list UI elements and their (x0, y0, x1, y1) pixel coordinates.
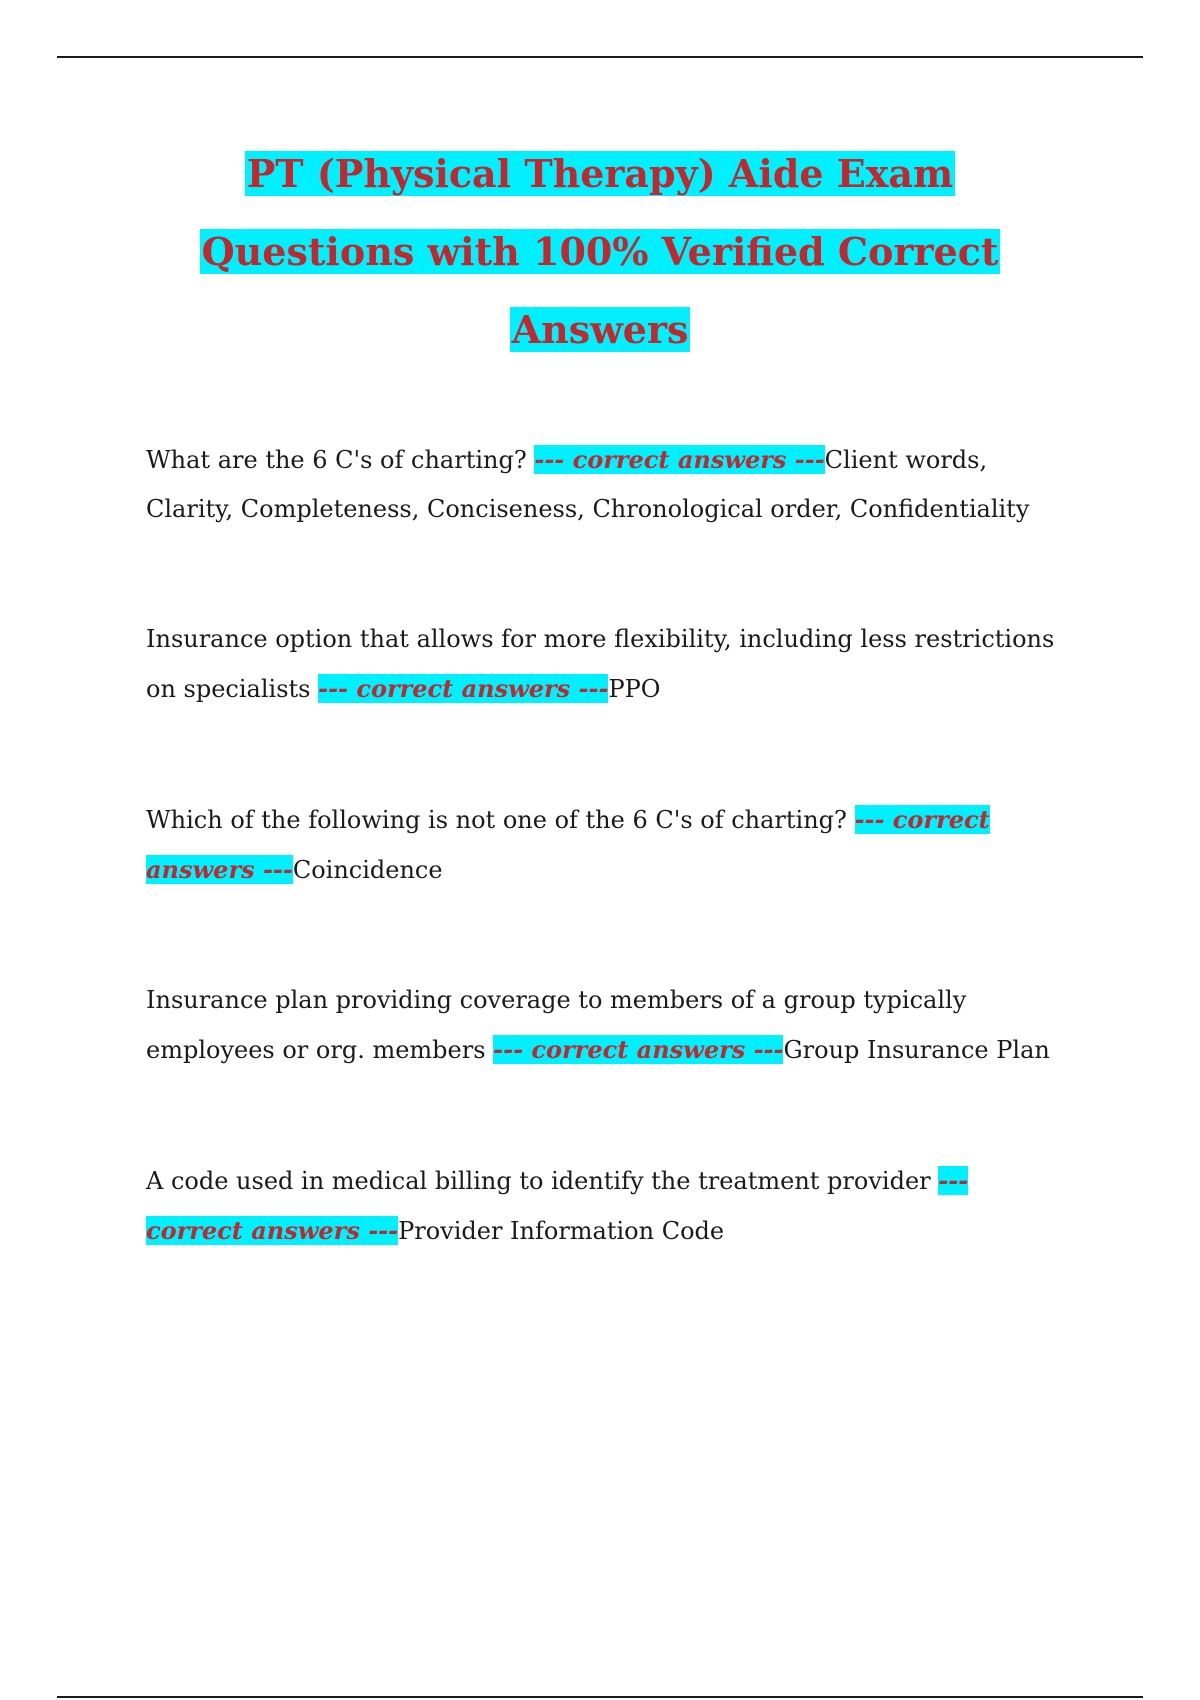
correct-answer-marker: --- correct answers --- (146, 805, 990, 884)
question-item (146, 615, 1066, 714)
title-line: Answers (511, 307, 689, 352)
answer-text: Provider Information Code (398, 1217, 725, 1245)
question-item (146, 976, 1066, 1075)
question-list (146, 435, 1066, 1256)
footer-rule (57, 1696, 1143, 1698)
title-line: Questions with 100% Verified Correct (201, 229, 999, 274)
answer-text: PPO (608, 675, 661, 703)
question-text: A code used in medical billing to identify the treatment provider (146, 1167, 931, 1195)
correct-answer-marker: --- correct answers --- (146, 1166, 969, 1245)
header-rule (57, 56, 1143, 58)
correct-answer-marker: --- correct answers --- (318, 674, 609, 703)
correct-answer-marker: --- correct answers --- (534, 445, 825, 474)
question-item (146, 435, 1066, 534)
correct-answer-marker: --- correct answers --- (493, 1035, 784, 1064)
question-item (146, 1156, 1066, 1256)
question-text: Insurance plan providing coverage to members of a group typically employees or org. members (146, 986, 967, 1064)
document-title (150, 135, 1050, 369)
question-text: Insurance option that allows for more flexibility, including less restrictions on specialists (146, 625, 1055, 703)
answer-text: Client words, Clarity, Completeness, Conciseness, Chronological order, Confidentiality (146, 446, 1030, 523)
answer-text: Coincidence (292, 856, 443, 884)
question-text: Which of the following is not one of the 6 C's of charting? (146, 806, 847, 834)
title-line: PT (Physical Therapy) Aide Exam (246, 151, 954, 196)
answer-text: Group Insurance Plan (783, 1036, 1050, 1064)
question-item (146, 795, 1066, 895)
question-text: What are the 6 C's of charting? (146, 446, 527, 474)
